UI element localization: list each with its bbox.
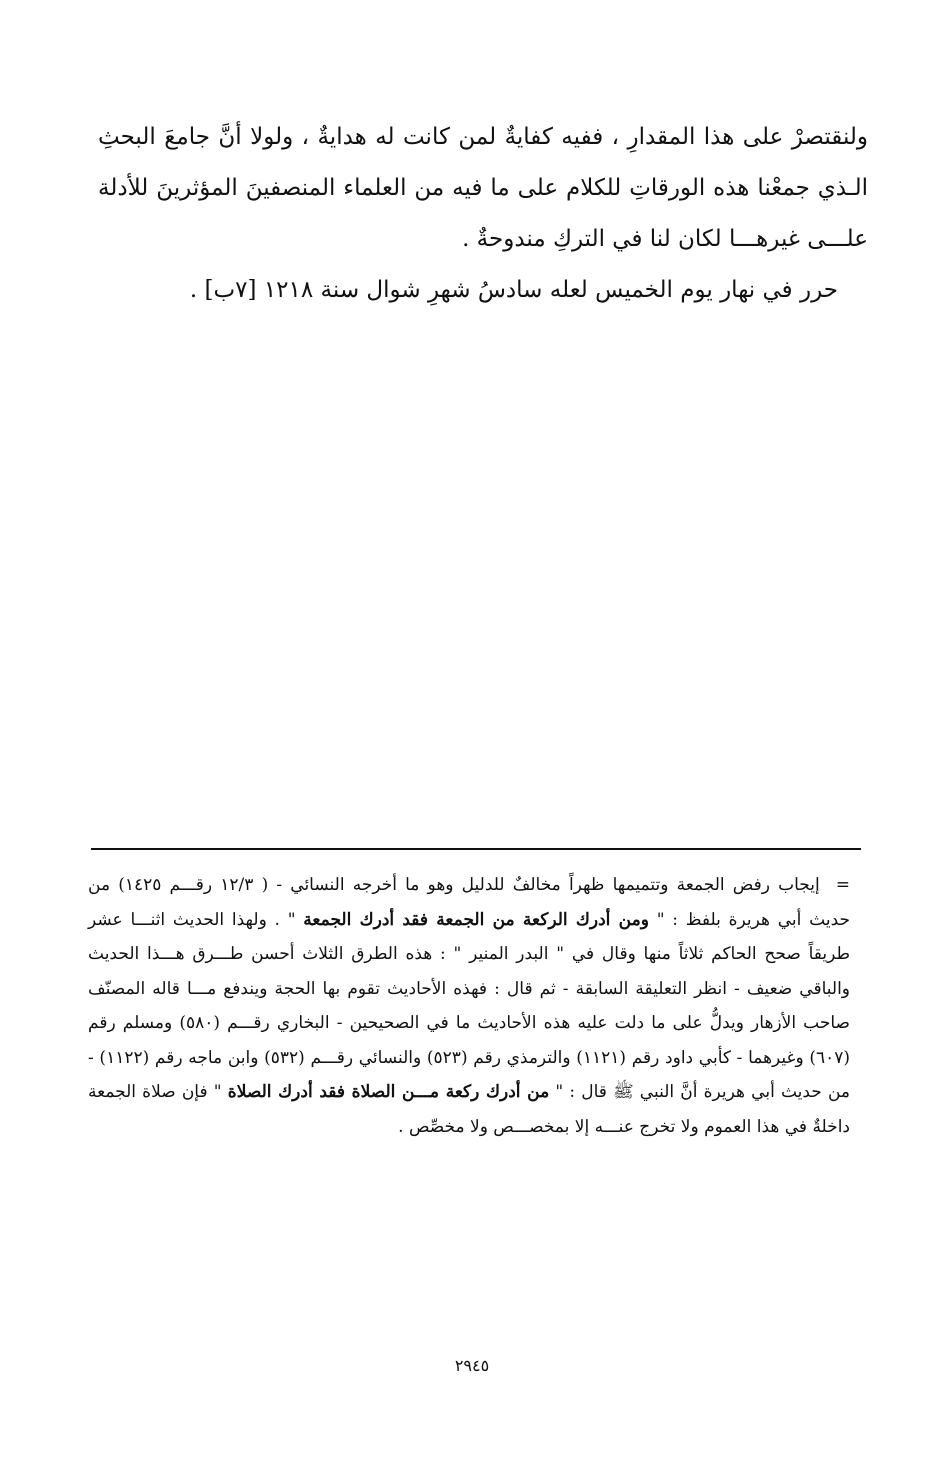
footnote-hadith-quote-1: ومن أدرك الركعة من الجمعة فقد أدرك الجمعة <box>303 909 649 930</box>
footnote-block <box>88 868 850 1144</box>
footnote-text-part-2: " . ولهذا الحديث اثنـــا عشر طريقاً صحح الحاكم ثلاثاً منها وقال في " البدر المنير " : هذه الطرق الثلاث أحسن طـــرق هـــذا الحديث والباقي ضعيف - انظر التعليقة السابقة - ثم قال : فهذه الأحاديث تقوم بها الحجة ويندفع مـــا قاله المصنّف صاحب الأزهار ويدلُّ على ما دلت عليه هذه الأحاديث ما في الصحيحين - البخاري رقـــم (٥٨٠) ومسلم رقم (٦٠٧) وغيرهما - كأبي داود رقم (١١٢١) والترمذي رقم (٥٢٣) والنسائي رقـــم (٥٣٢) وابن ماجه رقم (١١٢٢) - من حديث أبي هريرة أنَّ النبي ﷺ قال : " <box>88 909 851 1102</box>
closing-line: حرر في نهار يوم الخميس لعله سادسُ شهرِ شوال سنة ١٢١٨ [٧ب] . <box>189 277 838 303</box>
main-paragraph: ولنقتصرْ على هذا المقدارِ ، ففيه كفايةٌ لمن كانت له هدايةٌ ، ولولا أنَّ جامعَ البحثِ الـذي جمعْنا هذه الورقاتِ للكلام على ما فيه من العلماء المنصفينَ المؤثرينَ للأدلة علـــى غيرهـــا لكان لنا في التركِ مندوحةٌ . <box>98 124 868 252</box>
footnote-continuation-marker: = <box>835 875 850 895</box>
footnote-text-part-3: " فإن صلاة الجمعة داخلةٌ في هذا العموم ولا تخرج عنـــه إلا بمخصـــص ولا مخصِّص . <box>88 1082 850 1137</box>
footnote-hadith-quote-2: من أدرك ركعة مـــن الصلاة فقد أدرك الصلاة <box>227 1082 550 1102</box>
main-text-block <box>98 112 868 316</box>
footnote-separator <box>91 848 861 850</box>
page-number: ٢٩٤٥ <box>454 1356 490 1375</box>
footnote-text-part-1: إيجاب رفض الجمعة وتتميمها ظهراً مخالفٌ للدليل وهو ما أخرجه النسائي - ( ١٢/٣ رقـــم ١٤٢٥) من حديث أبي هريرة بلفظ : " <box>88 875 851 930</box>
